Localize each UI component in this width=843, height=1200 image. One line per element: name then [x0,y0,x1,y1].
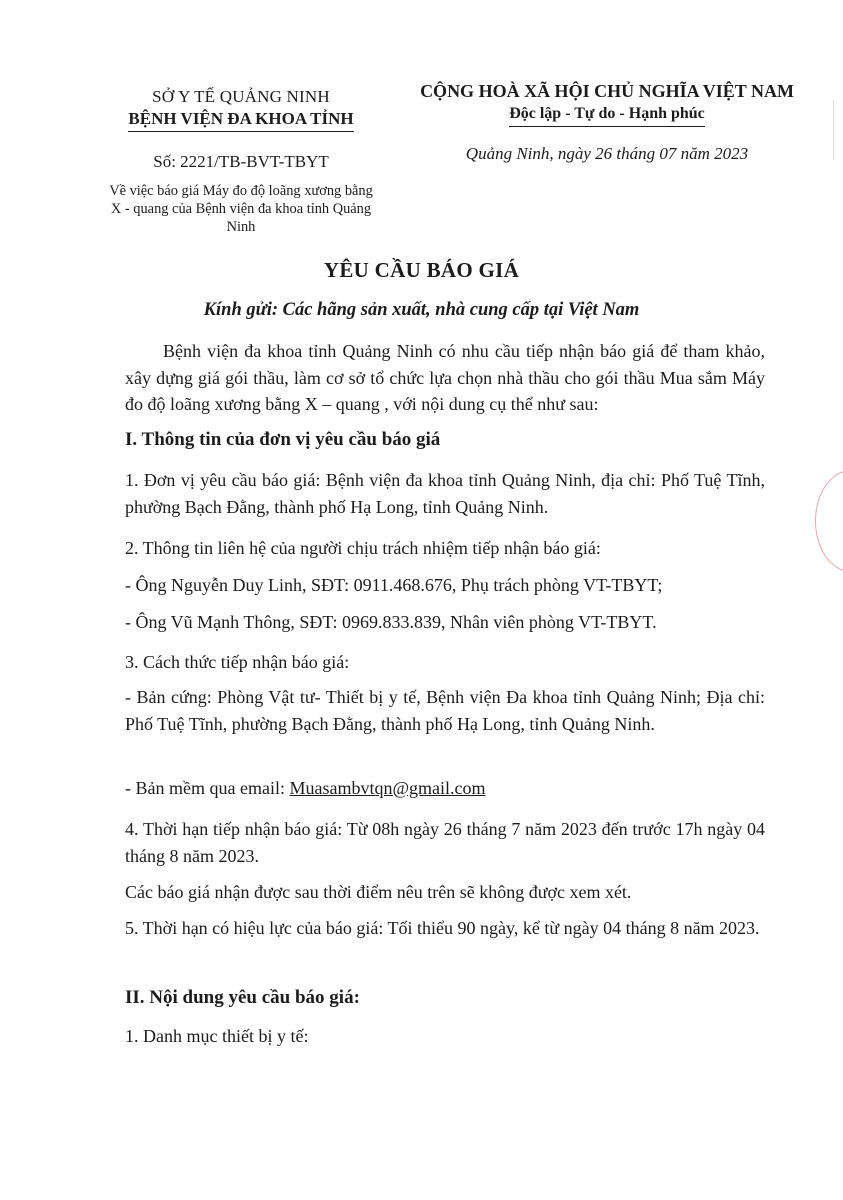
device-list-heading: 1. Danh mục thiết bị y tế: [125,1026,309,1046]
nation-name: CỘNG HOÀ XÃ HỘI CHỦ NGHĨA VIỆT NAM [420,81,794,101]
issuer-block [80,86,402,236]
scan-edge-mark [833,100,840,160]
subject-line: Ninh [226,219,256,235]
email-link[interactable]: Muasambvtqn@gmail.com [289,778,486,798]
place-and-date: Quảng Ninh, ngày 26 tháng 07 năm 2023 [465,144,749,163]
late-submission-note: Các báo giá nhận được sau thời điểm nêu trên sẽ không được xem xét. [125,882,632,902]
national-motto-text: Độc lập - Tự do - Hạnh phúc [509,103,705,127]
requester-info: 1. Đơn vị yêu cầu báo giá: Bệnh viện đa khoa tỉnh Quảng Ninh, địa chỉ: Phố Tuệ Tĩnh, phường Bạch Đằng, thành phố Hạ Long, tỉnh Quảng Ninh. [125,470,765,517]
subject-line: Về việc báo giá Máy đo độ loãng xương bằng [109,183,373,199]
submission-deadline: 4. Thời hạn tiếp nhận báo giá: Từ 08h ngày 26 tháng 7 năm 2023 đến trước 17h ngày 04 tháng 8 năm 2023. [125,819,765,866]
subject-block [80,182,402,236]
hospital-name [80,108,402,132]
red-stamp-edge [815,470,843,572]
contact-person-1: - Ông Nguyễn Duy Linh, SĐT: 0911.468.676, Phụ trách phòng VT-TBYT; [125,575,663,595]
document-number: Số: 2221/TB-BVT-TBYT [153,152,329,171]
national-motto [400,103,814,127]
contact-person-2: - Ông Vũ Mạnh Thông, SĐT: 0969.833.839, Nhân viên phòng VT-TBYT. [125,612,657,632]
contact-heading: 2. Thông tin liên hệ của người chịu trách nhiệm tiếp nhận báo giá: [125,538,601,558]
document-title: YÊU CẦU BÁO GIÁ [323,258,520,282]
subject-line: X - quang của Bệnh viện đa khoa tỉnh Quảng [110,201,372,217]
hospital-name-text: BỆNH VIỆN ĐA KHOA TỈNH [128,108,353,132]
softcopy-label: - Bản mềm qua email: [125,778,290,798]
intro-paragraph: Bệnh viện đa khoa tỉnh Quảng Ninh có nhu cầu tiếp nhận báo giá để tham khảo, xây dựng giá gói thầu, làm cơ sở tổ chức lựa chọn nhà thầu cho gói thầu Mua sắm Máy đo độ loãng xương bằng X – quang , với nội dung cụ thể như sau: [125,341,765,414]
validity-period: 5. Thời hạn có hiệu lực của báo giá: Tối thiểu 90 ngày, kể từ ngày 04 tháng 8 năm 2023. [125,918,760,938]
greeting-line: Kính gửi: Các hãng sản xuất, nhà cung cấp tại Việt Nam [203,300,640,320]
national-heading-block [400,80,814,165]
submission-method-heading: 3. Cách thức tiếp nhận báo giá: [125,652,350,672]
hardcopy-address: - Bản cứng: Phòng Vật tư- Thiết bị y tế, Bệnh viện Đa khoa tỉnh Quảng Ninh; Địa chỉ: Phố Tuệ Tĩnh, phường Bạch Đằng, thành phố Hạ Long, tỉnh Quảng Ninh. [125,687,765,734]
softcopy-line [125,775,765,802]
department-name: SỞ Y TẾ QUẢNG NINH [152,87,330,106]
section-2-heading: II. Nội dung yêu cầu báo giá: [125,987,360,1008]
section-1-heading: I. Thông tin của đơn vị yêu cầu báo giá [125,429,441,450]
